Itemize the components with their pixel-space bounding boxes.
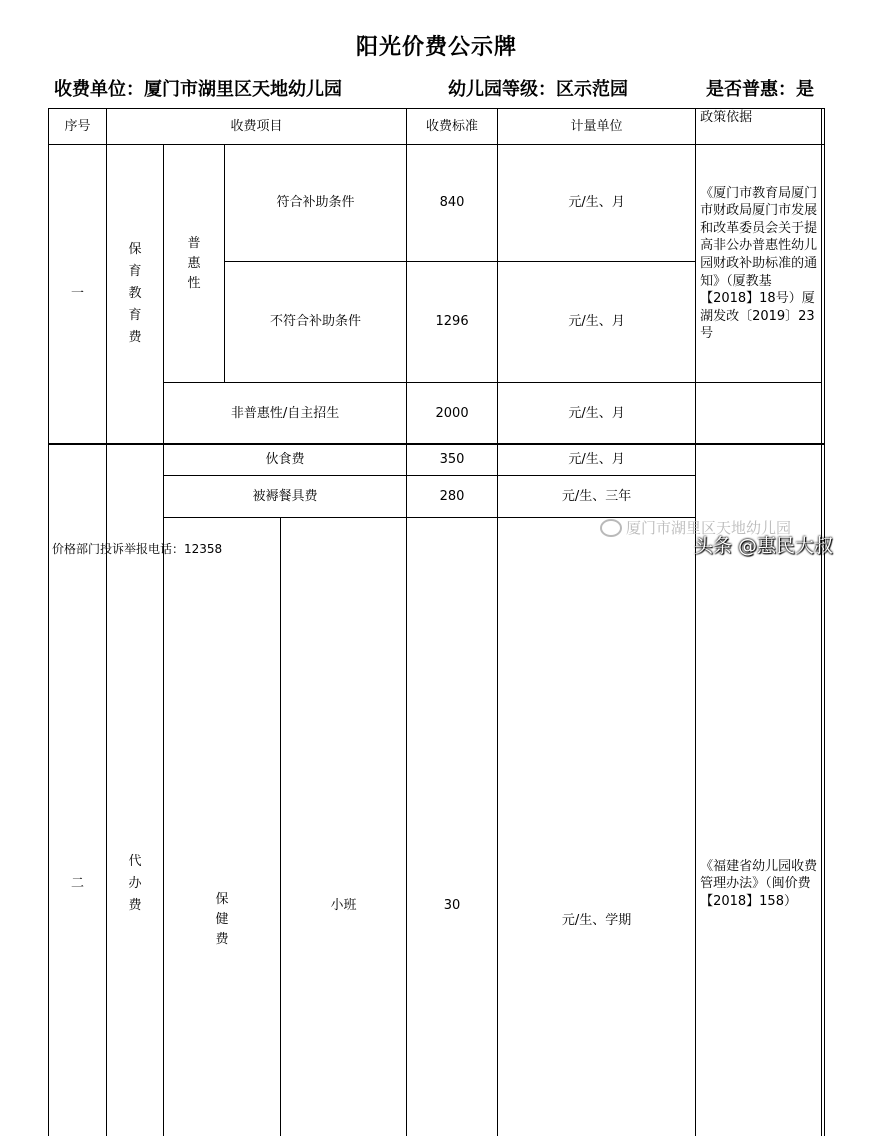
col-header-remark (822, 109, 825, 145)
unit-cell: 元/生、月 (498, 383, 696, 445)
standard-cell: 350 (407, 444, 498, 475)
section-seq: 一 (49, 145, 107, 445)
standard-cell: 280 (407, 475, 498, 517)
section-seq: 二 (49, 444, 107, 1136)
standard-cell: 30 (407, 517, 498, 1136)
unit-cell: 元/生、月 (498, 262, 696, 383)
kindergarten-grade-label: 幼儿园等级：区示范园 (448, 79, 628, 100)
table-row (49, 383, 825, 445)
wechat-icon (600, 519, 622, 537)
standard-cell: 2000 (407, 383, 498, 445)
col-header-item: 收费项目 (107, 109, 407, 145)
health-fee-cell: 保健费 (164, 517, 281, 1136)
col-header-standard: 收费标准 (407, 109, 498, 145)
fee-table (48, 108, 825, 1136)
col-header-unit: 计量单位 (498, 109, 696, 145)
category-cell: 保育教育费 (107, 145, 164, 445)
policy-cell: 《厦门市教育局厦门市财政局厦门市发展和改革委员会关于提高非公办普惠性幼儿园财政补助标准的通知》（厦教基【2018】18号）厦湖发改〔2019〕23号 (696, 145, 822, 383)
remark-cell (822, 145, 825, 445)
standard-cell: 840 (407, 145, 498, 262)
item-cell: 伙食费 (164, 444, 407, 475)
watermark-account-text: 厦门市湖里区天地幼儿园 (626, 519, 792, 537)
fee-unit-label: 收费单位：厦门市湖里区天地幼儿园 (54, 79, 342, 100)
table-header-row (49, 109, 825, 145)
item-cell: 小班 (281, 517, 407, 1136)
unit-cell: 元/生、三年 (498, 475, 696, 517)
table-row (49, 145, 825, 262)
table-row (49, 444, 825, 475)
item-cell: 符合补助条件 (225, 145, 407, 262)
policy-empty-cell (696, 383, 822, 445)
unit-cell: 元/生、月 (498, 145, 696, 262)
category-cell: 代办费 (107, 444, 164, 1136)
complaint-hotline: 价格部门投诉举报电话：12358 (52, 542, 223, 556)
item-cell: 被褥餐具费 (164, 475, 407, 517)
toutiao-watermark: 头条 @惠民大叔 (694, 535, 834, 557)
item-cell: 非普惠性/自主招生 (164, 383, 407, 445)
col-header-policy: 政策依据 (696, 109, 822, 145)
inclusive-status-label: 是否普惠：是 (706, 79, 814, 100)
policy-cell: 《福建省幼儿园收费管理办法》（闽价费【2018】158） (696, 444, 822, 1136)
subcategory-cell: 普惠性 (164, 145, 225, 383)
page-title: 阳光价费公示牌 (355, 35, 517, 60)
item-cell: 不符合补助条件 (225, 262, 407, 383)
unit-cell: 元/生、月 (498, 444, 696, 475)
unit-cell: 元/生、学期 (498, 517, 696, 1136)
standard-cell: 1296 (407, 262, 498, 383)
col-header-seq: 序号 (49, 109, 107, 145)
